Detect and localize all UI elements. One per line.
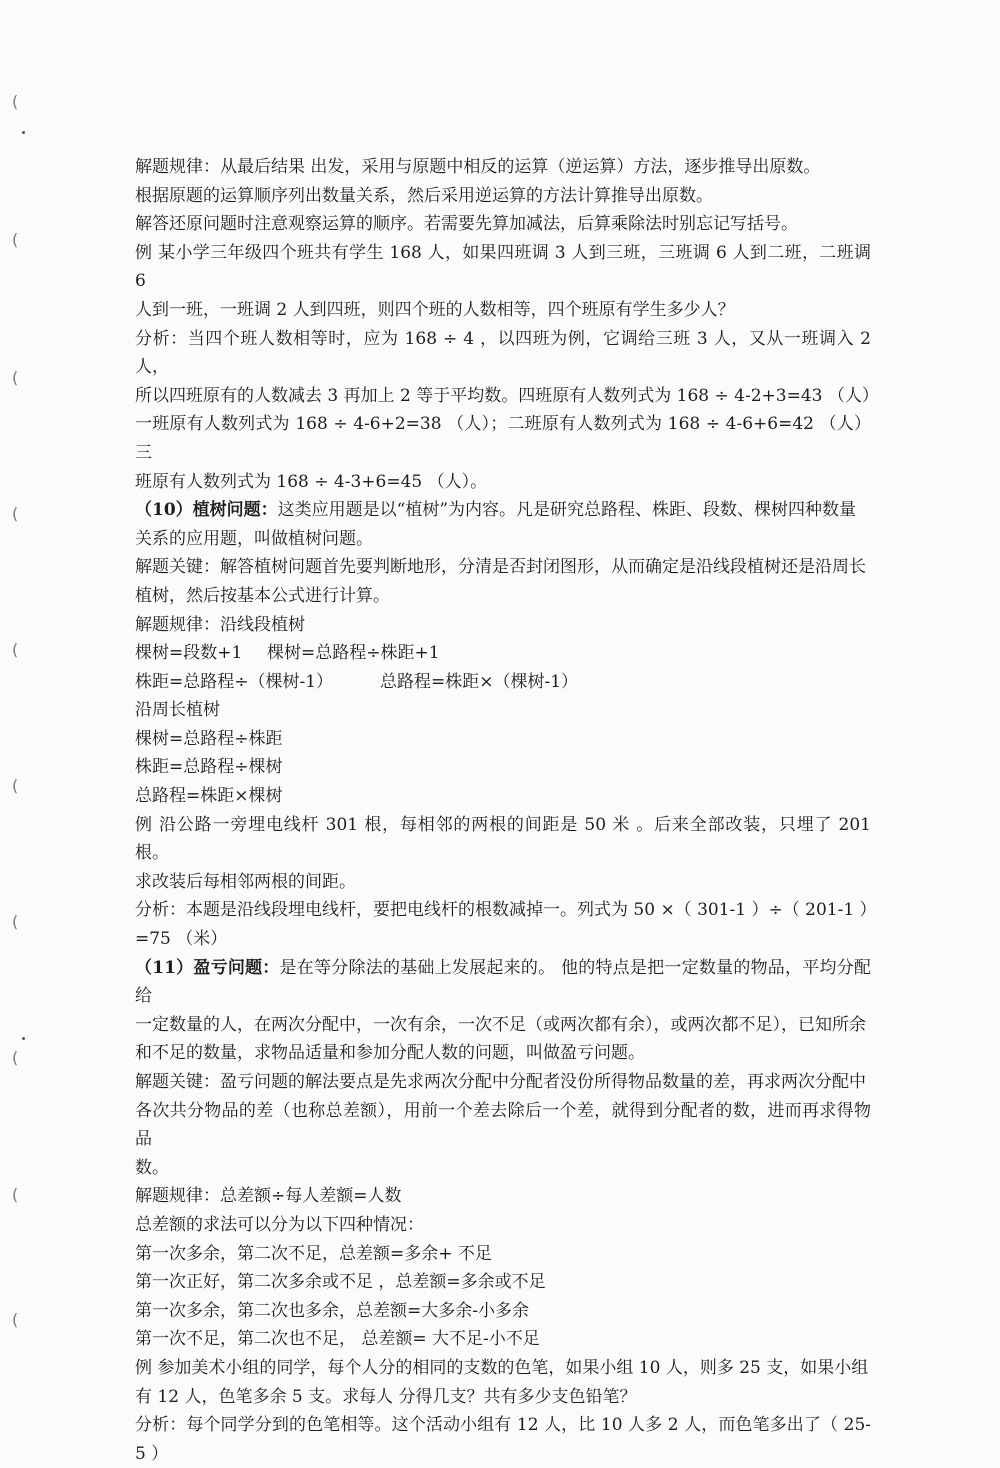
analysis-line: 一班原有人数列式为 168 ÷ 4-6+2=38 （人）；二班原有人数列式为 168 ÷ 4-6+6=42 （人） 三 (135, 414, 871, 463)
section-line: 一定数量的人，在两次分配中，一次有余，一次不足（或两次都有余），或两次都不足），已知所余 (135, 1014, 866, 1035)
binding-bracket-mark: ( (12, 912, 19, 931)
formula: 总路程=株距×棵树 (135, 786, 283, 807)
text-line: 总差额的求法可以分为以下四种情况： (135, 1214, 424, 1235)
subheading: 沿周长植树 (135, 700, 220, 721)
rule-line: 解题规律：从最后结果 出发，采用与原题中相反的运算（逆运算）方法，逐步推导出原数。 (135, 157, 821, 177)
analysis-line: 分析：每个同学分到的色笔相等。这个活动小组有 12 人，比 10 人多 2 人，而色笔多出了（ 25-5 ） (135, 1415, 871, 1464)
binding-bracket-mark: ( (12, 230, 19, 249)
case-line: 第一次正好，第二次多余或不足 ，总差额=多余或不足 (135, 1272, 546, 1293)
example-line: 例 参加美术小组的同学，每个人分的相同的支数的色笔，如果小组 10 人，则多 25 支，如果小组 (135, 1357, 869, 1378)
key-line: 植树，然后按基本公式进行计算。 (135, 585, 390, 606)
rule-line: 根据原题的运算顺序列出数量关系，然后采用逆运算的方法计算推导出原数。 (135, 185, 713, 206)
section-label: （10）植树问题： (135, 500, 278, 521)
section-heading-11 (135, 954, 871, 1011)
analysis-line: 班原有人数列式为 168 ÷ 4-3+6=45 （人）。 (135, 471, 488, 492)
document-body (135, 153, 879, 1468)
formula: 棵树=段数+1 (135, 643, 243, 664)
analysis-line: 分析：本题是沿线段埋电线杆，要把电线杆的根数减掉一。列式为 50 ×（ 301-1 ）÷（ 201-1 ） (135, 900, 877, 921)
case-line: 第一次不足，第二次也不足， 总差额= 大不足-小不足 (135, 1329, 540, 1350)
analysis-line: 分析：当四个班人数相等时，应为 168 ÷ 4 ，以四班为例，它调给三班 3 人，又从一班调入 2 人， (135, 328, 871, 378)
formula: 总路程=株距×（棵树-1） (380, 671, 579, 692)
rule-line: 解答还原问题时注意观察运算的顺序。若需要先算加减法，后算乘除法时别忘记写括号。 (135, 214, 798, 235)
formula: 棵树=总路程÷株距 (135, 728, 283, 749)
section-text: 是在等分除法的基础上发展起来的。 他的特点是把一定数量的物品，平均分配给 (135, 957, 871, 1007)
rule-line: 解题规律：沿线段植树 (135, 614, 305, 635)
key-line: 解题关键：盈亏问题的解法要点是先求两次分配中分配者没份所得物品数量的差，再求两次分配中 (135, 1072, 866, 1092)
key-line: 解题关键：解答植树问题首先要判断地形，分清是否封闭图形，从而确定是沿线段植树还是沿周长 (135, 557, 866, 578)
example-line: 人到一班，一班调 2 人到四班，则四个班的人数相等，四个班原有学生多少人？ (135, 299, 735, 320)
section-label: （11）盈亏问题： (135, 957, 280, 978)
key-line: 各次共分物品的差（也称总差额），用前一个差去除后一个差，就得到分配者的数，进而再求得物品 (135, 1100, 871, 1150)
formula: 株距=总路程÷棵树 (135, 757, 283, 778)
binding-bracket-mark: ( (12, 776, 19, 795)
binding-bracket-mark: ( (12, 1310, 19, 1329)
section-line: 和不足的数量，求物品适量和参加分配人数的问题，叫做盈亏问题。 (135, 1043, 645, 1064)
section-heading-10 (135, 496, 871, 525)
binding-dot (22, 131, 25, 134)
analysis-line: =75 （米） (135, 929, 228, 950)
section-line: 关系的应用题，叫做植树问题。 (135, 528, 373, 549)
example-line: 例 沿公路一旁埋电线杆 301 根，每相邻的两根的间距是 50 米 。后来全部改装，只埋了 201 根。 (135, 814, 871, 864)
formula: 株距=总路程÷（棵树-1） (135, 671, 334, 692)
formula-row (135, 668, 871, 697)
binding-bracket-mark: ( (12, 1185, 19, 1204)
binding-bracket-mark: ( (12, 368, 19, 387)
binding-bracket-mark: ( (12, 640, 19, 659)
analysis-line: 所以四班原有的人数减去 3 再加上 2 等于平均数。四班原有人数列式为 168 ÷ 4-2+3=43 （人） (135, 385, 879, 406)
example-line: 例 某小学三年级四个班共有学生 168 人，如果四班调 3 人到三班，三班调 6 人到二班，二班调 6 (135, 242, 871, 292)
section-text: 这类应用题是以“植树”为内容。凡是研究总路程、株距、段数、棵树四种数量 (277, 500, 857, 521)
binding-bracket-mark: ( (12, 92, 19, 111)
rule-line: 解题规律：总差额÷每人差额=人数 (135, 1186, 402, 1207)
case-line: 第一次多余，第二次也多余，总差额=大多余-小多余 (135, 1300, 529, 1321)
formula-row (135, 639, 871, 668)
formula: 棵树=总路程÷株距+1 (267, 643, 440, 664)
binding-bracket-mark: ( (12, 504, 19, 523)
case-line: 第一次多余，第二次不足，总差额=多余+ 不足 (135, 1243, 492, 1264)
key-line: 数。 (135, 1157, 169, 1178)
binding-bracket-mark: ( (12, 1048, 19, 1067)
binding-margin (0, 0, 60, 1414)
example-line: 求改装后每相邻两根的间距。 (135, 871, 356, 892)
binding-dot (22, 1037, 25, 1040)
example-line: 有 12 人，色笔多余 5 支。求每人 分得几支？共有多少支色铅笔？ (135, 1386, 637, 1407)
